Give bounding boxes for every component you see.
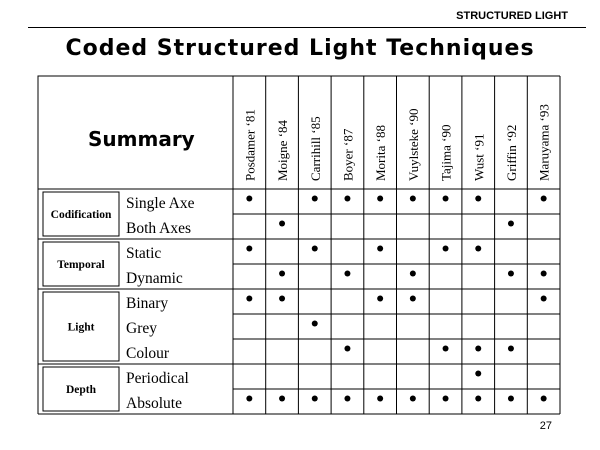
row-label: Colour bbox=[126, 345, 170, 362]
row-label: Single Axe bbox=[126, 195, 195, 212]
mark-dot bbox=[410, 271, 416, 277]
mark-dot bbox=[344, 196, 350, 202]
mark-dot bbox=[246, 396, 252, 402]
mark-dot bbox=[443, 196, 449, 202]
page-number: 27 bbox=[539, 420, 552, 432]
mark-dot bbox=[475, 246, 481, 252]
mark-dot bbox=[508, 221, 514, 227]
mark-dot bbox=[279, 396, 285, 402]
mark-dot bbox=[508, 396, 514, 402]
column-header-3: Boyer ‘87 bbox=[340, 128, 356, 181]
mark-dot bbox=[541, 396, 547, 402]
mark-dot bbox=[246, 196, 252, 202]
mark-dot bbox=[344, 271, 350, 277]
mark-dot bbox=[312, 396, 318, 402]
mark-dot bbox=[377, 196, 383, 202]
mark-dot bbox=[377, 296, 383, 302]
column-header-2: Carrihill ‘85 bbox=[307, 116, 323, 181]
mark-dot bbox=[279, 271, 285, 277]
group-label-codification: Codification bbox=[50, 209, 112, 221]
summary-label: Summary bbox=[88, 127, 195, 151]
mark-dot bbox=[508, 271, 514, 277]
page-title: Coded Structured Light Techniques bbox=[65, 36, 535, 61]
mark-dot bbox=[410, 296, 416, 302]
mark-dot bbox=[475, 371, 481, 377]
mark-dot bbox=[312, 246, 318, 252]
mark-dot bbox=[279, 296, 285, 302]
mark-dot bbox=[475, 396, 481, 402]
column-header-0: Posdamer ‘81 bbox=[242, 109, 258, 181]
mark-dot bbox=[410, 196, 416, 202]
group-label-temporal: Temporal bbox=[57, 259, 105, 271]
column-header-7: Wust ‘91 bbox=[471, 133, 487, 181]
row-label: Binary bbox=[126, 295, 169, 312]
header-tag: STRUCTURED LIGHT bbox=[456, 10, 568, 22]
row-label: Both Axes bbox=[126, 220, 192, 237]
mark-dot bbox=[443, 346, 449, 352]
group-label-depth: Depth bbox=[65, 384, 97, 396]
column-header-4: Morita ‘88 bbox=[373, 125, 389, 181]
mark-dot bbox=[312, 321, 318, 327]
mark-dot bbox=[443, 396, 449, 402]
column-header-6: Tajima ‘90 bbox=[438, 124, 454, 181]
mark-dot bbox=[377, 396, 383, 402]
row-label: Absolute bbox=[126, 395, 182, 412]
mark-dot bbox=[410, 396, 416, 402]
mark-dot bbox=[475, 346, 481, 352]
column-header-1: Moigne ‘84 bbox=[275, 119, 291, 181]
mark-dot bbox=[279, 221, 285, 227]
mark-dot bbox=[344, 396, 350, 402]
mark-dot bbox=[541, 196, 547, 202]
row-label: Grey bbox=[126, 320, 157, 337]
mark-dot bbox=[344, 346, 350, 352]
column-header-8: Griffin ‘92 bbox=[503, 124, 519, 181]
mark-dot bbox=[377, 246, 383, 252]
column-header-9: Maruyama ‘93 bbox=[536, 104, 552, 181]
column-header-5: Vuylsteke ‘90 bbox=[405, 108, 421, 181]
mark-dot bbox=[541, 296, 547, 302]
row-label: Static bbox=[126, 245, 162, 262]
row-label: Periodical bbox=[126, 370, 189, 387]
mark-dot bbox=[475, 196, 481, 202]
mark-dot bbox=[508, 346, 514, 352]
mark-dot bbox=[541, 271, 547, 277]
mark-dot bbox=[312, 196, 318, 202]
mark-dot bbox=[246, 296, 252, 302]
mark-dot bbox=[246, 246, 252, 252]
row-label: Dynamic bbox=[126, 270, 183, 287]
group-label-light: Light bbox=[67, 321, 95, 334]
mark-dot bbox=[443, 246, 449, 252]
